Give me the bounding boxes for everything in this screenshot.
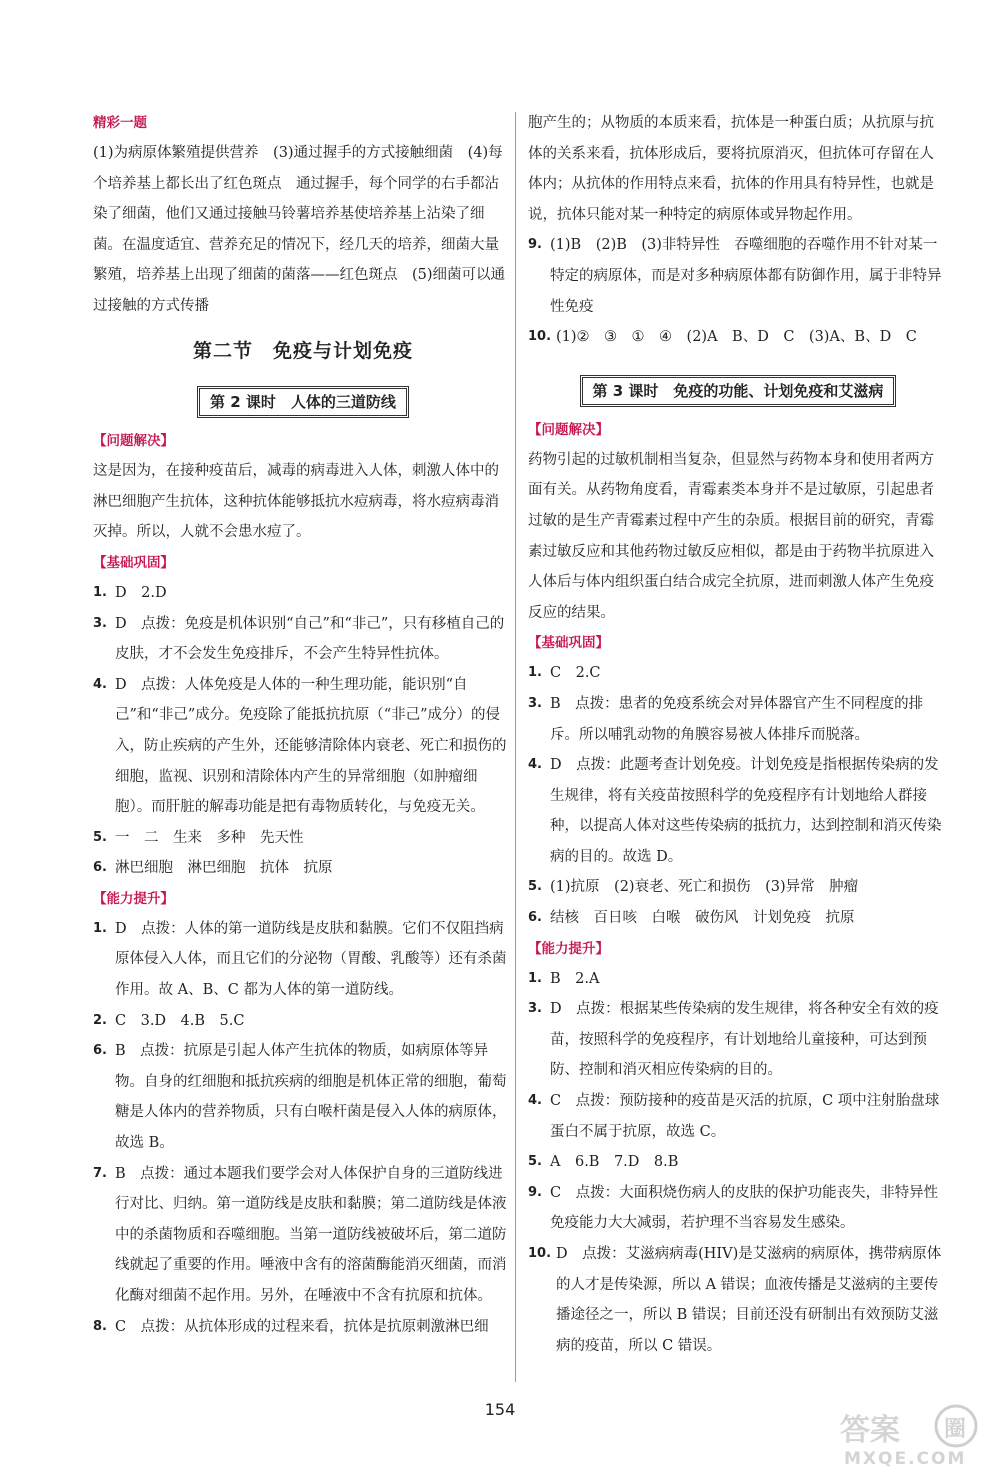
featured-label: 精彩一题 — [93, 115, 147, 131]
answer-item: 6. 淋巴细胞 淋巴细胞 抗体 抗原 — [93, 860, 333, 877]
answer-item: 5. A 6.B 7.D 8.B — [528, 1154, 679, 1171]
answer-item: 5. (1)抗原 (2)衰老、死亡和损伤 (3)异常 肿瘤 — [528, 879, 859, 896]
problem-label: 【问题解决】 — [93, 433, 174, 450]
section-title: 第二节 免疫与计划免疫 — [192, 339, 413, 362]
page-number: 154 — [484, 1400, 516, 1419]
answer-item: 7. B 点拨：通过本题我们要学会对人体保护自身的三道防线进行对比、归纳。第一道防线是皮肤和黏膜；第二道防线是体液中的杀菌物质和吞噬细胞。当第一道防线被破坏后，第二道防线就起了重要的作用。唾液中含有的溶菌酶能消灭细菌，而消化酶对细菌不起作用。另外，在唾液中不含有抗原和抗体。 — [93, 1165, 507, 1304]
svg-text:答案: 答案 — [840, 1413, 900, 1448]
svg-text:MXQE.COM: MXQE.COM — [844, 1449, 967, 1469]
answer-item: 3. D 点拨：免疫是机体识别“自己”和“非己”，只有移植自己的皮肤，才不会发生免疫排斥，不会产生特异性抗体。 — [93, 615, 505, 663]
answer-item: 8. C 点拨：从抗体形成的过程来看，抗体是抗原刺激淋巴细 — [93, 1318, 489, 1335]
answer-item: 1. B 2.A — [528, 970, 600, 987]
answer-item: 1. D 点拨：人体的第一道防线是皮肤和黏膜。它们不仅阻挡病原体侵入人体，而且它们的分泌物（胃酸、乳酸等）还有杀菌作用。故 A、B、C 都为人体的第一道防线。 — [93, 920, 507, 999]
basic-label: 【基础巩固】 — [528, 635, 609, 652]
answer-item: 4. D 点拨：人体免疫是人体的一种生理功能，能识别“自己”和“非己”成分。免疫除了能抵抗抗原（“非己”成分）的侵入，防止疾病的产生外，还能够清除体内衰老、死亡和损伤的细胞，监视、识别和清除体内产生的异常细胞（如肿瘤细胞）。而肝脏的解毒功能是把有毒物质转化，与免疫无关。 — [93, 676, 507, 816]
problem-answer: 药物引起的过敏机制相当复杂，但显然与药物本身和使用者两方面有关。从药物角度看，青霉素类本身并不是过敏原，引起患者过敏的是生产青霉素过程中产生的杂质。根据目前的研究，青霉素过敏反应和其他药物过敏反应相似，都是由于药物半抗原进入人体后与体内组织蛋白结合成完全抗原，进而刺激人体产生免疫反应的结果。 — [528, 451, 934, 621]
featured-answer: (1)为病原体繁殖提供营养 (3)通过握手的方式接触细菌 (4)每个培养基上都长出了红色斑点 通过握手，每个同学的右手都沾染了细菌，他们又通过接触马铃薯培养基使培养基上沾染了细菌。在温度适宜、营养充足的情况下，经几天的培养，细菌大量繁殖，培养基上出现了细菌的菌落——红色斑点 (5)细菌可以通过接触的方式传播 — [93, 145, 506, 314]
continued-answer: 胞产生的；从物质的本质来看，抗体是一种蛋白质；从抗原与抗体的关系来看，抗体形成后，要将抗原消灭，但抗体可存留在人体内；从抗体的作用特点来看，抗体的作用具有特异性，也就是说，抗体只能对某一种特定的病原体或异物起作用。 — [528, 115, 934, 223]
answer-item: 9. C 点拨：大面积烧伤病人的皮肤的保护功能丧失，非特异性免疫能力大大减弱，若护理不当容易发生感染。 — [528, 1184, 939, 1232]
answer-item: 4. D 点拨：此题考查计划免疫。计划免疫是指根据传染病的发生规律，将有关疫苗按照科学的免疫程序有计划地给人群接种，以提高人体对这些传染病的抵抗力，达到控制和消灭传染病的目的。故选 D。 — [528, 757, 942, 865]
problem-answer: 这是因为，在接种疫苗后，减毒的病毒进入人体，刺激人体中的淋巴细胞产生抗体，这种抗体能够抵抗水痘病毒，将水痘病毒消灭掉。所以，人就不会患水痘了。 — [93, 463, 499, 541]
lesson-title-3: 第 3 课时 免疫的功能、计划免疫和艾滋病 — [580, 375, 897, 407]
answer-item: 6. 结核 百日咳 白喉 破伤风 计划免疫 抗原 — [528, 910, 855, 927]
answer-item: 5. 一 二 生来 多种 先天性 — [93, 829, 304, 846]
problem-label: 【问题解决】 — [528, 421, 609, 438]
column-divider — [515, 112, 516, 1382]
answer-item: 3. D 点拨：根据某些传染病的发生规律，将各种安全有效的疫苗，按照科学的免疫程序，有计划地给儿童接种，可达到预防、控制和消灭相应传染病的目的。 — [528, 1001, 939, 1079]
answer-item: 10. D 点拨：艾滋病病毒(HIV)是艾滋病的病原体，携带病原体的人才是传染源，所以 A 错误；血液传播是艾滋病的主要传播途径之一，所以 B 错误；目前还没有研制出有效预防艾滋病的疫苗，所以 C 错误。 — [528, 1246, 942, 1354]
answer-item: 4. C 点拨：预防接种的疫苗是灭活的抗原，C 项中注射胎盘球蛋白不属于抗原，故选 C。 — [528, 1093, 940, 1140]
watermark-logo — [834, 1400, 984, 1470]
right-column — [528, 108, 948, 1361]
answer-item: 9. (1)B (2)B (3)非特异性 吞噬细胞的吞噬作用不针对某一特定的病原体，而是对多种病原体都有防御作用，属于非特异性免疫 — [528, 237, 942, 315]
answer-item: 1. C 2.C — [528, 665, 601, 682]
ability-label: 【能力提升】 — [93, 890, 174, 907]
answer-item: 2. C 3.D 4.B 5.C — [93, 1012, 245, 1029]
ability-label: 【能力提升】 — [528, 940, 609, 957]
answer-item: 1. D 2.D — [93, 584, 167, 601]
basic-label: 【基础巩固】 — [93, 554, 174, 571]
answer-item: 10. (1)② ③ ① ④ (2)A B、D C (3)A、B、D C — [528, 329, 917, 346]
answer-item: 6. B 点拨：抗原是引起人体产生抗体的物质，如病原体等异物。自身的红细胞和抵抗疾病的细胞是机体正常的细胞，葡萄糖是人体内的营养物质，只有白喉杆菌是侵入人体的病原体，故选 B。 — [93, 1043, 507, 1152]
svg-text:圈: 圈 — [944, 1417, 967, 1442]
answer-item: 3. B 点拨：患者的免疫系统会对异体器官产生不同程度的排斥。所以哺乳动物的角膜容易被人体排斥而脱落。 — [528, 695, 924, 743]
lesson-title-2: 第 2 课时 人体的三道防线 — [197, 386, 409, 418]
left-column — [93, 108, 513, 1342]
